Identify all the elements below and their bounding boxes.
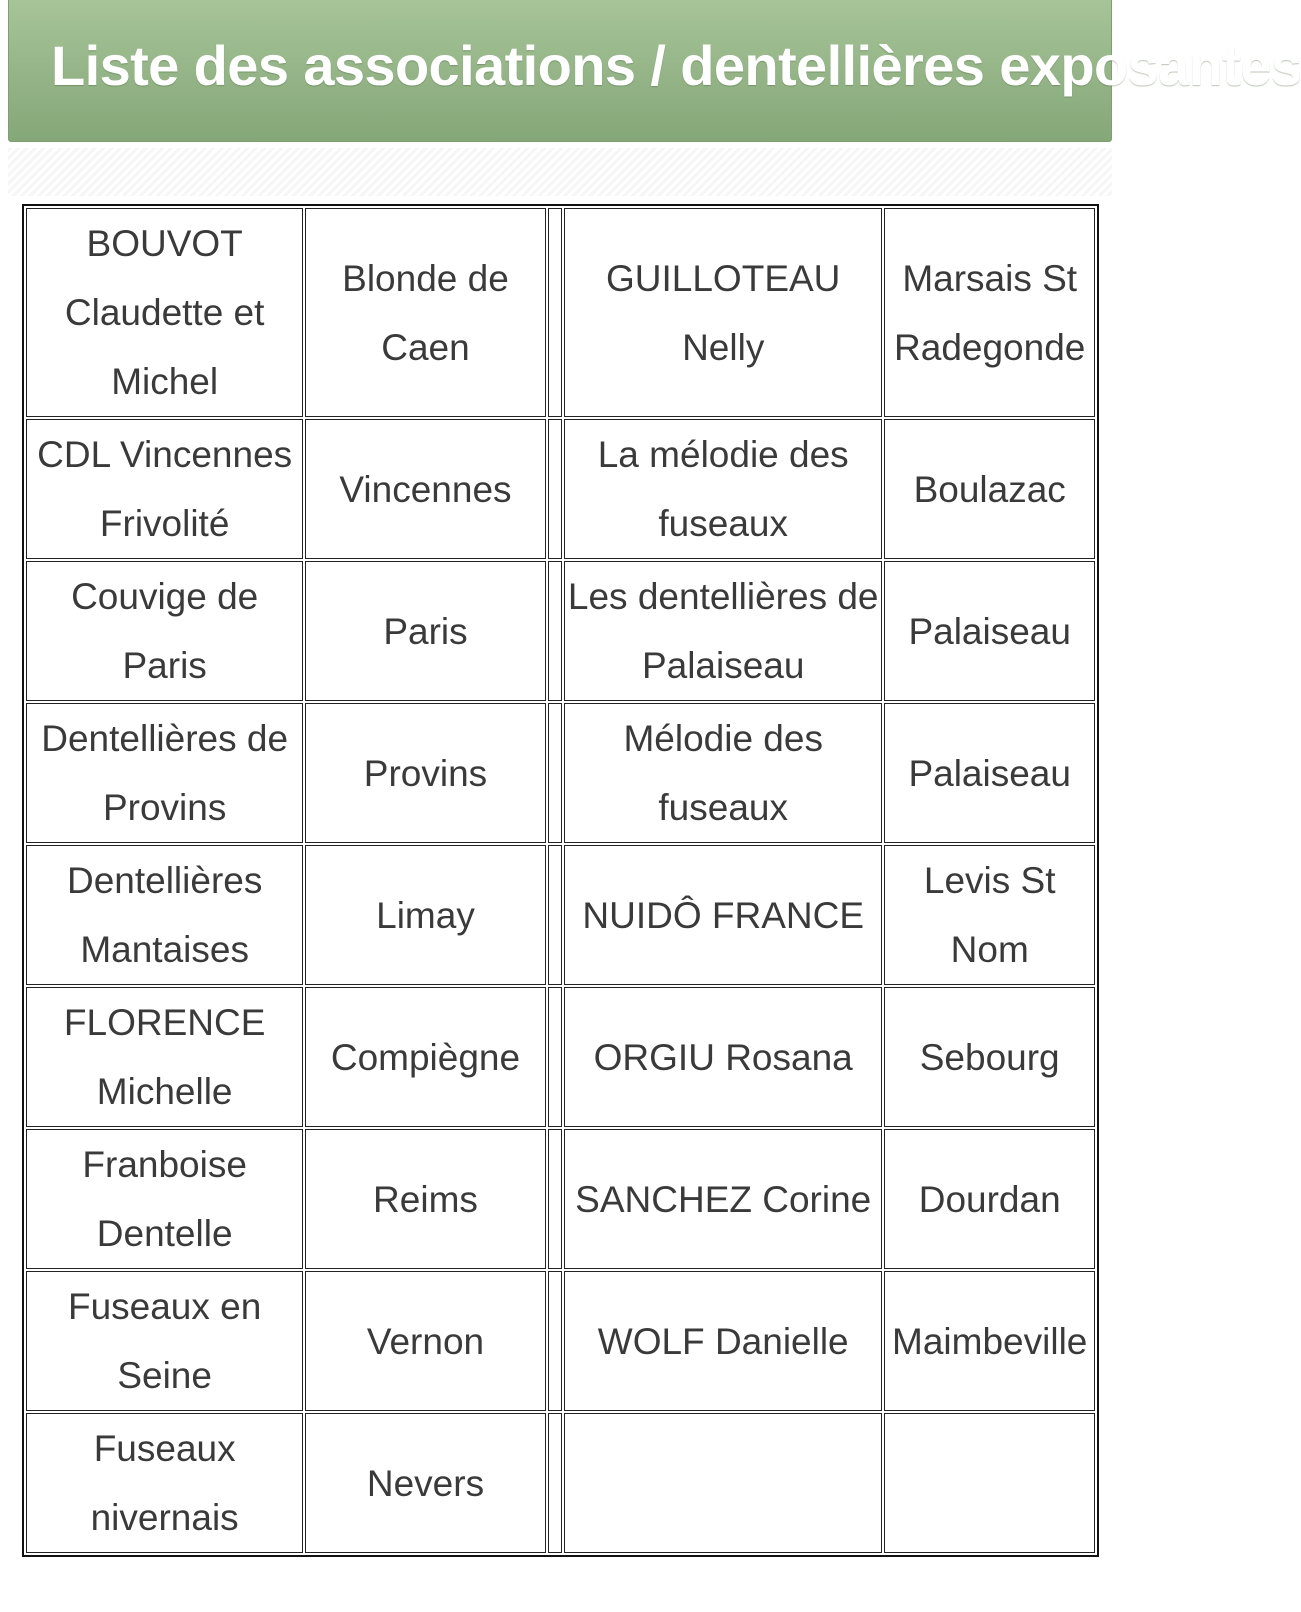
association-name: GUILLOTEAU Nelly [606, 257, 841, 368]
association-city-cell [305, 845, 545, 985]
association-name-cell [26, 845, 303, 985]
association-city: Blonde de Caen [342, 257, 509, 368]
association-name-cell [564, 208, 882, 417]
table-row [26, 208, 1095, 417]
association-city: Boulazac [913, 468, 1066, 510]
association-name: Mélodie des fuseaux [623, 718, 823, 828]
association-city-cell [884, 1413, 1095, 1553]
association-name: Fuseaux en Seine [67, 1286, 262, 1396]
table-row [26, 1129, 1095, 1269]
association-name: Couvige de Paris [71, 576, 259, 686]
association-name-cell [564, 1129, 882, 1269]
table-row [26, 561, 1095, 701]
page-title: Liste des associations / dentellières exposantes [51, 34, 1301, 97]
striped-divider [8, 148, 1112, 196]
association-name: CDL Vincennes Frivolité [37, 434, 293, 544]
table-row [26, 419, 1095, 559]
association-city: Reims [373, 1178, 478, 1220]
association-city-cell [305, 561, 545, 701]
association-name: SANCHEZ Corine [575, 1178, 872, 1220]
column-separator-cell [548, 1271, 562, 1411]
association-city-cell [884, 208, 1095, 417]
association-city-cell [305, 419, 545, 559]
association-name-cell [26, 703, 303, 843]
association-city: Sebourg [919, 1036, 1060, 1078]
association-name-cell [564, 419, 882, 559]
table-container [22, 204, 1099, 1557]
association-name-cell [564, 987, 882, 1127]
association-name: Dentellières Mantaises [66, 860, 263, 970]
table-row [26, 703, 1095, 843]
association-name-cell [26, 561, 303, 701]
association-name: Les dentellières de Palaiseau [567, 576, 879, 686]
column-separator-cell [548, 1413, 562, 1553]
association-name-cell [564, 845, 882, 985]
association-name-cell [564, 561, 882, 701]
column-separator-cell [548, 987, 562, 1127]
association-name: FLORENCE Michelle [63, 1002, 266, 1112]
association-city-cell [305, 1271, 545, 1411]
association-city-cell [305, 987, 545, 1127]
association-city: Maimbeville [892, 1320, 1088, 1362]
table-row [26, 1271, 1095, 1411]
table-row [26, 1413, 1095, 1553]
association-city: Palaiseau [908, 610, 1071, 652]
association-name: La mélodie des fuseaux [597, 434, 849, 544]
association-city: Levis St Nom [923, 860, 1056, 970]
column-separator-cell [548, 703, 562, 843]
association-city-cell [884, 845, 1095, 985]
column-separator-cell [548, 208, 562, 417]
association-name-cell [564, 703, 882, 843]
association-name: WOLF Danielle [597, 1320, 849, 1362]
association-city-cell [305, 208, 545, 417]
association-city-cell [305, 703, 545, 843]
association-name: NUIDÔ FRANCE [582, 894, 865, 936]
association-name-cell [26, 208, 303, 417]
column-separator-cell [548, 845, 562, 985]
association-city: Marsais St Radegonde [894, 257, 1086, 368]
association-name-cell [26, 419, 303, 559]
association-name: BOUVOT Claudette et Michel [64, 223, 265, 402]
association-city-cell [884, 561, 1095, 701]
association-city: Vernon [366, 1320, 485, 1362]
column-separator-cell [548, 419, 562, 559]
association-city-cell [884, 419, 1095, 559]
association-city-cell [884, 703, 1095, 843]
association-city-cell [884, 987, 1095, 1127]
association-name: Dentellières de Provins [41, 718, 289, 828]
association-city-cell [884, 1129, 1095, 1269]
association-name: Fuseaux nivernais [90, 1428, 239, 1538]
association-city: Limay [376, 894, 475, 936]
association-city-cell [305, 1129, 545, 1269]
association-name-cell [26, 1129, 303, 1269]
table-row [26, 987, 1095, 1127]
association-name-cell [564, 1413, 882, 1553]
association-city: Dourdan [918, 1178, 1061, 1220]
association-city: Nevers [366, 1462, 485, 1504]
association-name: ORGIU Rosana [593, 1036, 853, 1078]
association-city: Provins [363, 752, 488, 794]
association-city-cell [305, 1413, 545, 1553]
association-city: Vincennes [339, 468, 512, 510]
associations-table [22, 204, 1099, 1557]
table-row [26, 845, 1095, 985]
association-name-cell [564, 1271, 882, 1411]
association-city: Compiègne [330, 1036, 521, 1078]
column-separator-cell [548, 561, 562, 701]
column-separator-cell [548, 1129, 562, 1269]
association-name-cell [26, 1271, 303, 1411]
association-city: Palaiseau [908, 752, 1071, 794]
association-city: Paris [383, 610, 468, 652]
association-name-cell [26, 1413, 303, 1553]
page-header [8, 0, 1301, 142]
association-name-cell [26, 987, 303, 1127]
association-city-cell [884, 1271, 1095, 1411]
association-name: Franboise Dentelle [82, 1144, 247, 1254]
